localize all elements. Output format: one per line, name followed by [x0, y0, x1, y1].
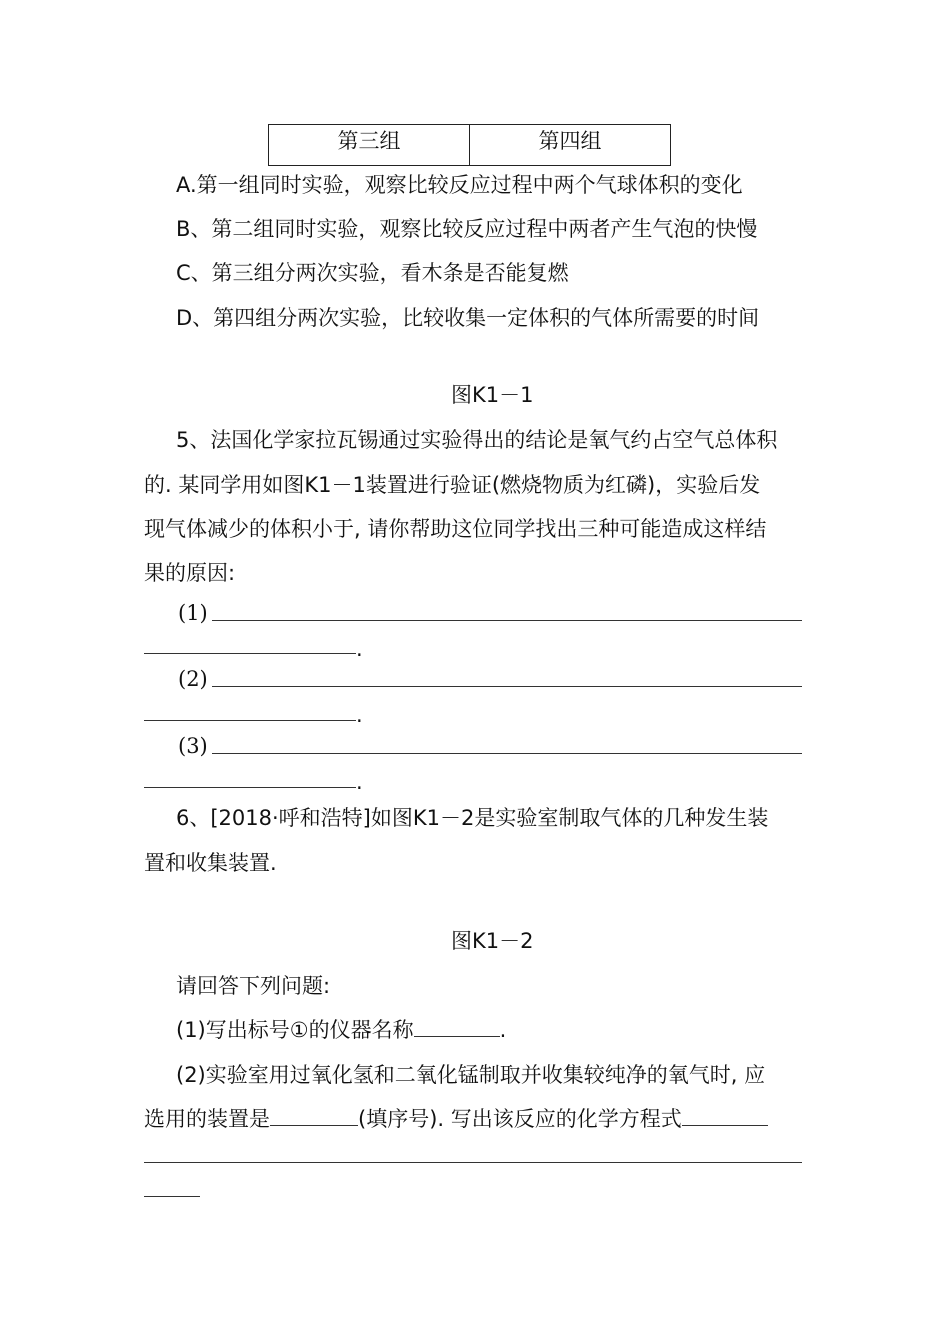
q5-line-1: 5、法国化学家拉瓦锡通过实验得出的结论是氧气约占空气总体积	[176, 428, 778, 452]
q5-blank-label-3: (3)	[178, 734, 208, 758]
answer-blank-line[interactable]	[414, 1016, 500, 1037]
table-cell-group3: 第三组	[269, 125, 470, 166]
answer-blank-line[interactable]	[212, 620, 802, 621]
q6-part-2-text-b: (填序号). 写出该反应的化学方程式	[358, 1107, 682, 1131]
option-a: A.第一组同时实验，观察比较反应过程中两个气球体积的变化	[176, 173, 743, 197]
q6-part-1-end: .	[499, 1018, 507, 1042]
option-b: B、第二组同时实验，观察比较反应过程中两者产生气泡的快慢	[176, 217, 758, 241]
answer-blank-line[interactable]	[144, 720, 356, 721]
figure-caption-k1-1: 图K1－1	[451, 383, 534, 407]
answer-blank-line[interactable]	[212, 686, 802, 687]
q5-line-3: 现气体减少的体积小于, 请你帮助这位同学找出三种可能造成这样结	[144, 517, 767, 541]
figure-caption-k1-2: 图K1－2	[451, 929, 534, 953]
answer-blank-line[interactable]	[144, 1162, 802, 1163]
q6-prompt: 请回答下列问题:	[176, 974, 331, 998]
q6-part-2-line-1: (2)实验室用过氧化氢和二氧化锰制取并收集较纯净的氧气时, 应	[176, 1063, 766, 1087]
q6-part-2-text-a: 选用的装置是	[144, 1107, 270, 1131]
group-table	[268, 124, 671, 166]
table-cell-group4: 第四组	[470, 125, 671, 166]
q6-line-1: 6、[2018·呼和浩特]如图K1－2是实验室制取气体的几种发生装	[176, 806, 769, 830]
q6-line-2: 置和收集装置.	[144, 851, 277, 875]
q5-blank-label-1: (1)	[178, 601, 208, 625]
q5-line-4: 果的原因:	[144, 561, 236, 585]
q6-part-2-line-2	[144, 1104, 768, 1134]
q5-blank-end-1: .	[356, 637, 363, 661]
answer-blank-line[interactable]	[144, 1196, 200, 1197]
q5-blank-end-3: .	[356, 770, 363, 794]
answer-blank-line[interactable]	[682, 1105, 768, 1126]
answer-blank-line[interactable]	[212, 753, 802, 754]
option-c: C、第三组分两次实验，看木条是否能复燃	[176, 261, 569, 285]
answer-blank-line[interactable]	[144, 787, 356, 788]
answer-blank-line[interactable]	[270, 1105, 358, 1126]
q5-blank-label-2: (2)	[178, 667, 208, 691]
option-d: D、第四组分两次实验，比较收集一定体积的气体所需要的时间	[176, 306, 760, 330]
answer-blank-line[interactable]	[144, 653, 356, 654]
q6-part-1-text: (1)写出标号①的仪器名称	[176, 1018, 414, 1042]
q5-blank-end-2: .	[356, 703, 363, 727]
q6-part-1	[176, 1015, 506, 1045]
q5-line-2: 的. 某同学用如图K1－1装置进行验证(燃烧物质为红磷)，实验后发	[144, 473, 761, 497]
